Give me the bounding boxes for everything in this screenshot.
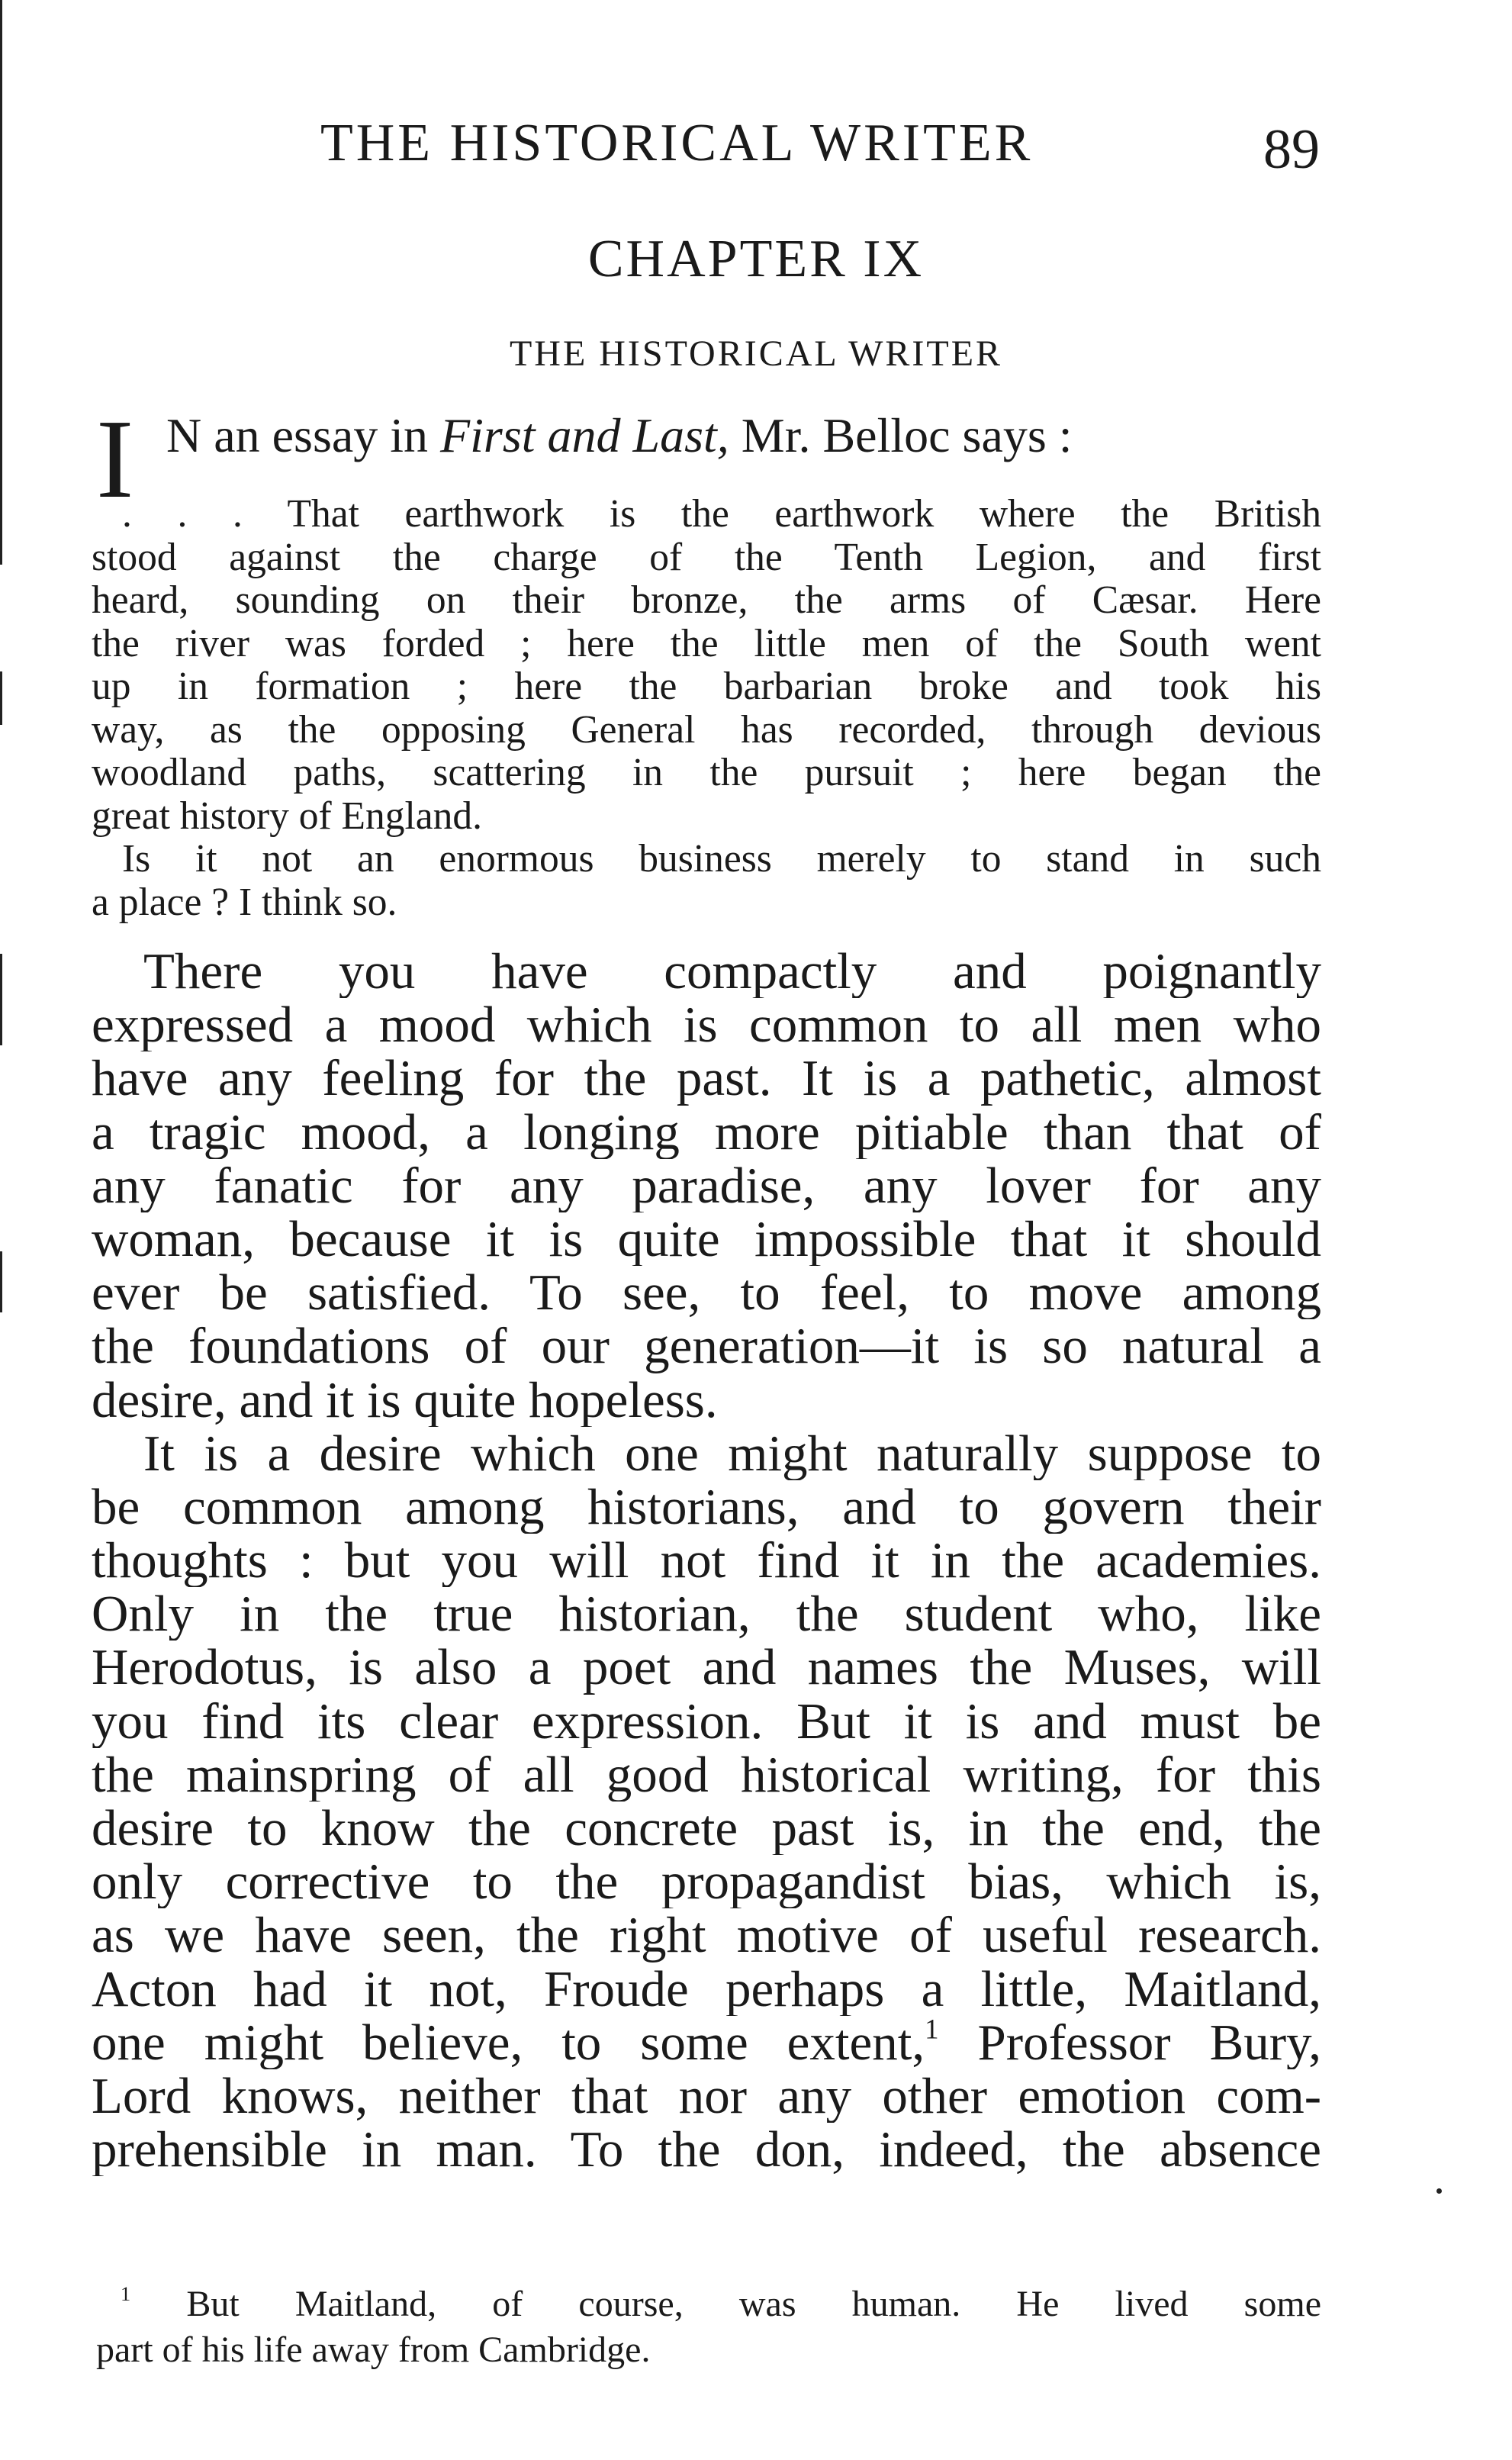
paragraph-line: ever be satisfied. To see, to feel, to move among (92, 1266, 1321, 1320)
quote-line: the river was forded ; here the little men of the South went (92, 622, 1321, 665)
paragraph-line: woman, because it is quite impossible that it should (92, 1212, 1321, 1267)
quote-line: . . . That earthwork is the earthwork where the British (122, 493, 1321, 536)
footnote-text: But Maitland, of course, was human. He lived some (130, 2284, 1321, 2324)
footnote (96, 2281, 1321, 2373)
scan-edge-mark (0, 671, 2, 725)
book-title: First and Last, (440, 408, 729, 462)
paragraph-line: There you have compactly and poignantly (143, 945, 1321, 999)
paragraph-line: Lord knows, neither that nor any other emotion com- (92, 2069, 1321, 2124)
running-head-title: THE HISTORICAL WRITER (320, 114, 1034, 172)
page-number: 89 (1263, 118, 1320, 181)
ref-line-end: Professor Bury, (938, 2015, 1321, 2069)
paragraph-line: a tragic mood, a longing more pitiable than that of (92, 1105, 1321, 1159)
paragraph-line: desire, and it is quite hopeless. (92, 1373, 718, 1427)
quote-line: woodland paths, scattering in the pursuit ; here began the (92, 752, 1321, 794)
paragraph-line: only corrective to the propagandist bias, which is, (92, 1855, 1321, 1909)
body-text (92, 945, 1321, 2176)
paragraph-line-with-footnote-ref (92, 2016, 1321, 2069)
block-quote (92, 493, 1321, 924)
chapter-title: THE HISTORICAL WRITER (509, 333, 1003, 374)
paragraph-line: Acton had it not, Froude perhaps a little, Maitland, (92, 1962, 1321, 2016)
drop-cap: I (96, 397, 134, 522)
footnote-line: part of his life away from Cambridge. (96, 2330, 651, 2370)
quote-line: up in formation ; here the barbarian broke and took his (92, 665, 1321, 708)
quote-line: stood against the charge of the Tenth Legion, and first (92, 536, 1321, 579)
quote-line: heard, sounding on their bronze, the arms of Cæsar. Here (92, 579, 1321, 622)
scan-edge-mark (0, 1251, 2, 1312)
paragraph-line: any fanatic for any paradise, any lover for any (92, 1158, 1321, 1212)
paragraph-line: you find its clear expression. But it is and must be (92, 1694, 1321, 1748)
paragraph-line: Herodotus, is also a poet and names the Muses, will (92, 1641, 1321, 1695)
quote-line: Is it not an enormous business merely to stand in such (122, 838, 1321, 881)
running-head (320, 113, 1320, 189)
footnote-line (96, 2281, 1321, 2327)
paragraph-line: prehensible in man. To the don, indeed, the absence (92, 2123, 1321, 2177)
margin-dot (1436, 2188, 1442, 2194)
scan-edge-mark (0, 954, 2, 1045)
quote-line: a place ? I think so. (92, 881, 397, 924)
quote-line: way, as the opposing General has recorded, through devious (92, 708, 1321, 752)
paragraph-line: expressed a mood which is common to all men who (92, 998, 1321, 1052)
paragraph-line: the mainspring of all good historical writing, for this (92, 1747, 1321, 1802)
paragraph-line: Only in the true historian, the student who, like (92, 1587, 1321, 1641)
ref-line-start: one might believe, to some extent, (92, 2015, 925, 2069)
paragraph-line: as we have seen, the right motive of useful research. (92, 1908, 1321, 1963)
paragraph-line: have any feeling for the past. It is a pathetic, almost (92, 1051, 1321, 1106)
opening-text (166, 407, 1073, 464)
chapter-number: CHAPTER IX (587, 230, 925, 288)
paragraph-line: be common among historians, and to govern their (92, 1480, 1321, 1534)
opening-text-end: Mr. Belloc says : (729, 408, 1073, 462)
footnote-marker: 1 (121, 2282, 131, 2306)
footnote-reference: 1 (925, 2015, 939, 2045)
paragraph-line: desire to know the concrete past is, in the end, the (92, 1802, 1321, 1856)
opening-text-start: N an essay in (166, 408, 441, 462)
quote-line: great history of England. (92, 794, 483, 838)
paragraph-line: the foundations of our generation—it is so natural a (92, 1319, 1321, 1373)
paragraph-line: It is a desire which one might naturally suppose to (143, 1426, 1321, 1480)
paragraph-line: thoughts : but you will not find it in the academies. (92, 1534, 1321, 1588)
